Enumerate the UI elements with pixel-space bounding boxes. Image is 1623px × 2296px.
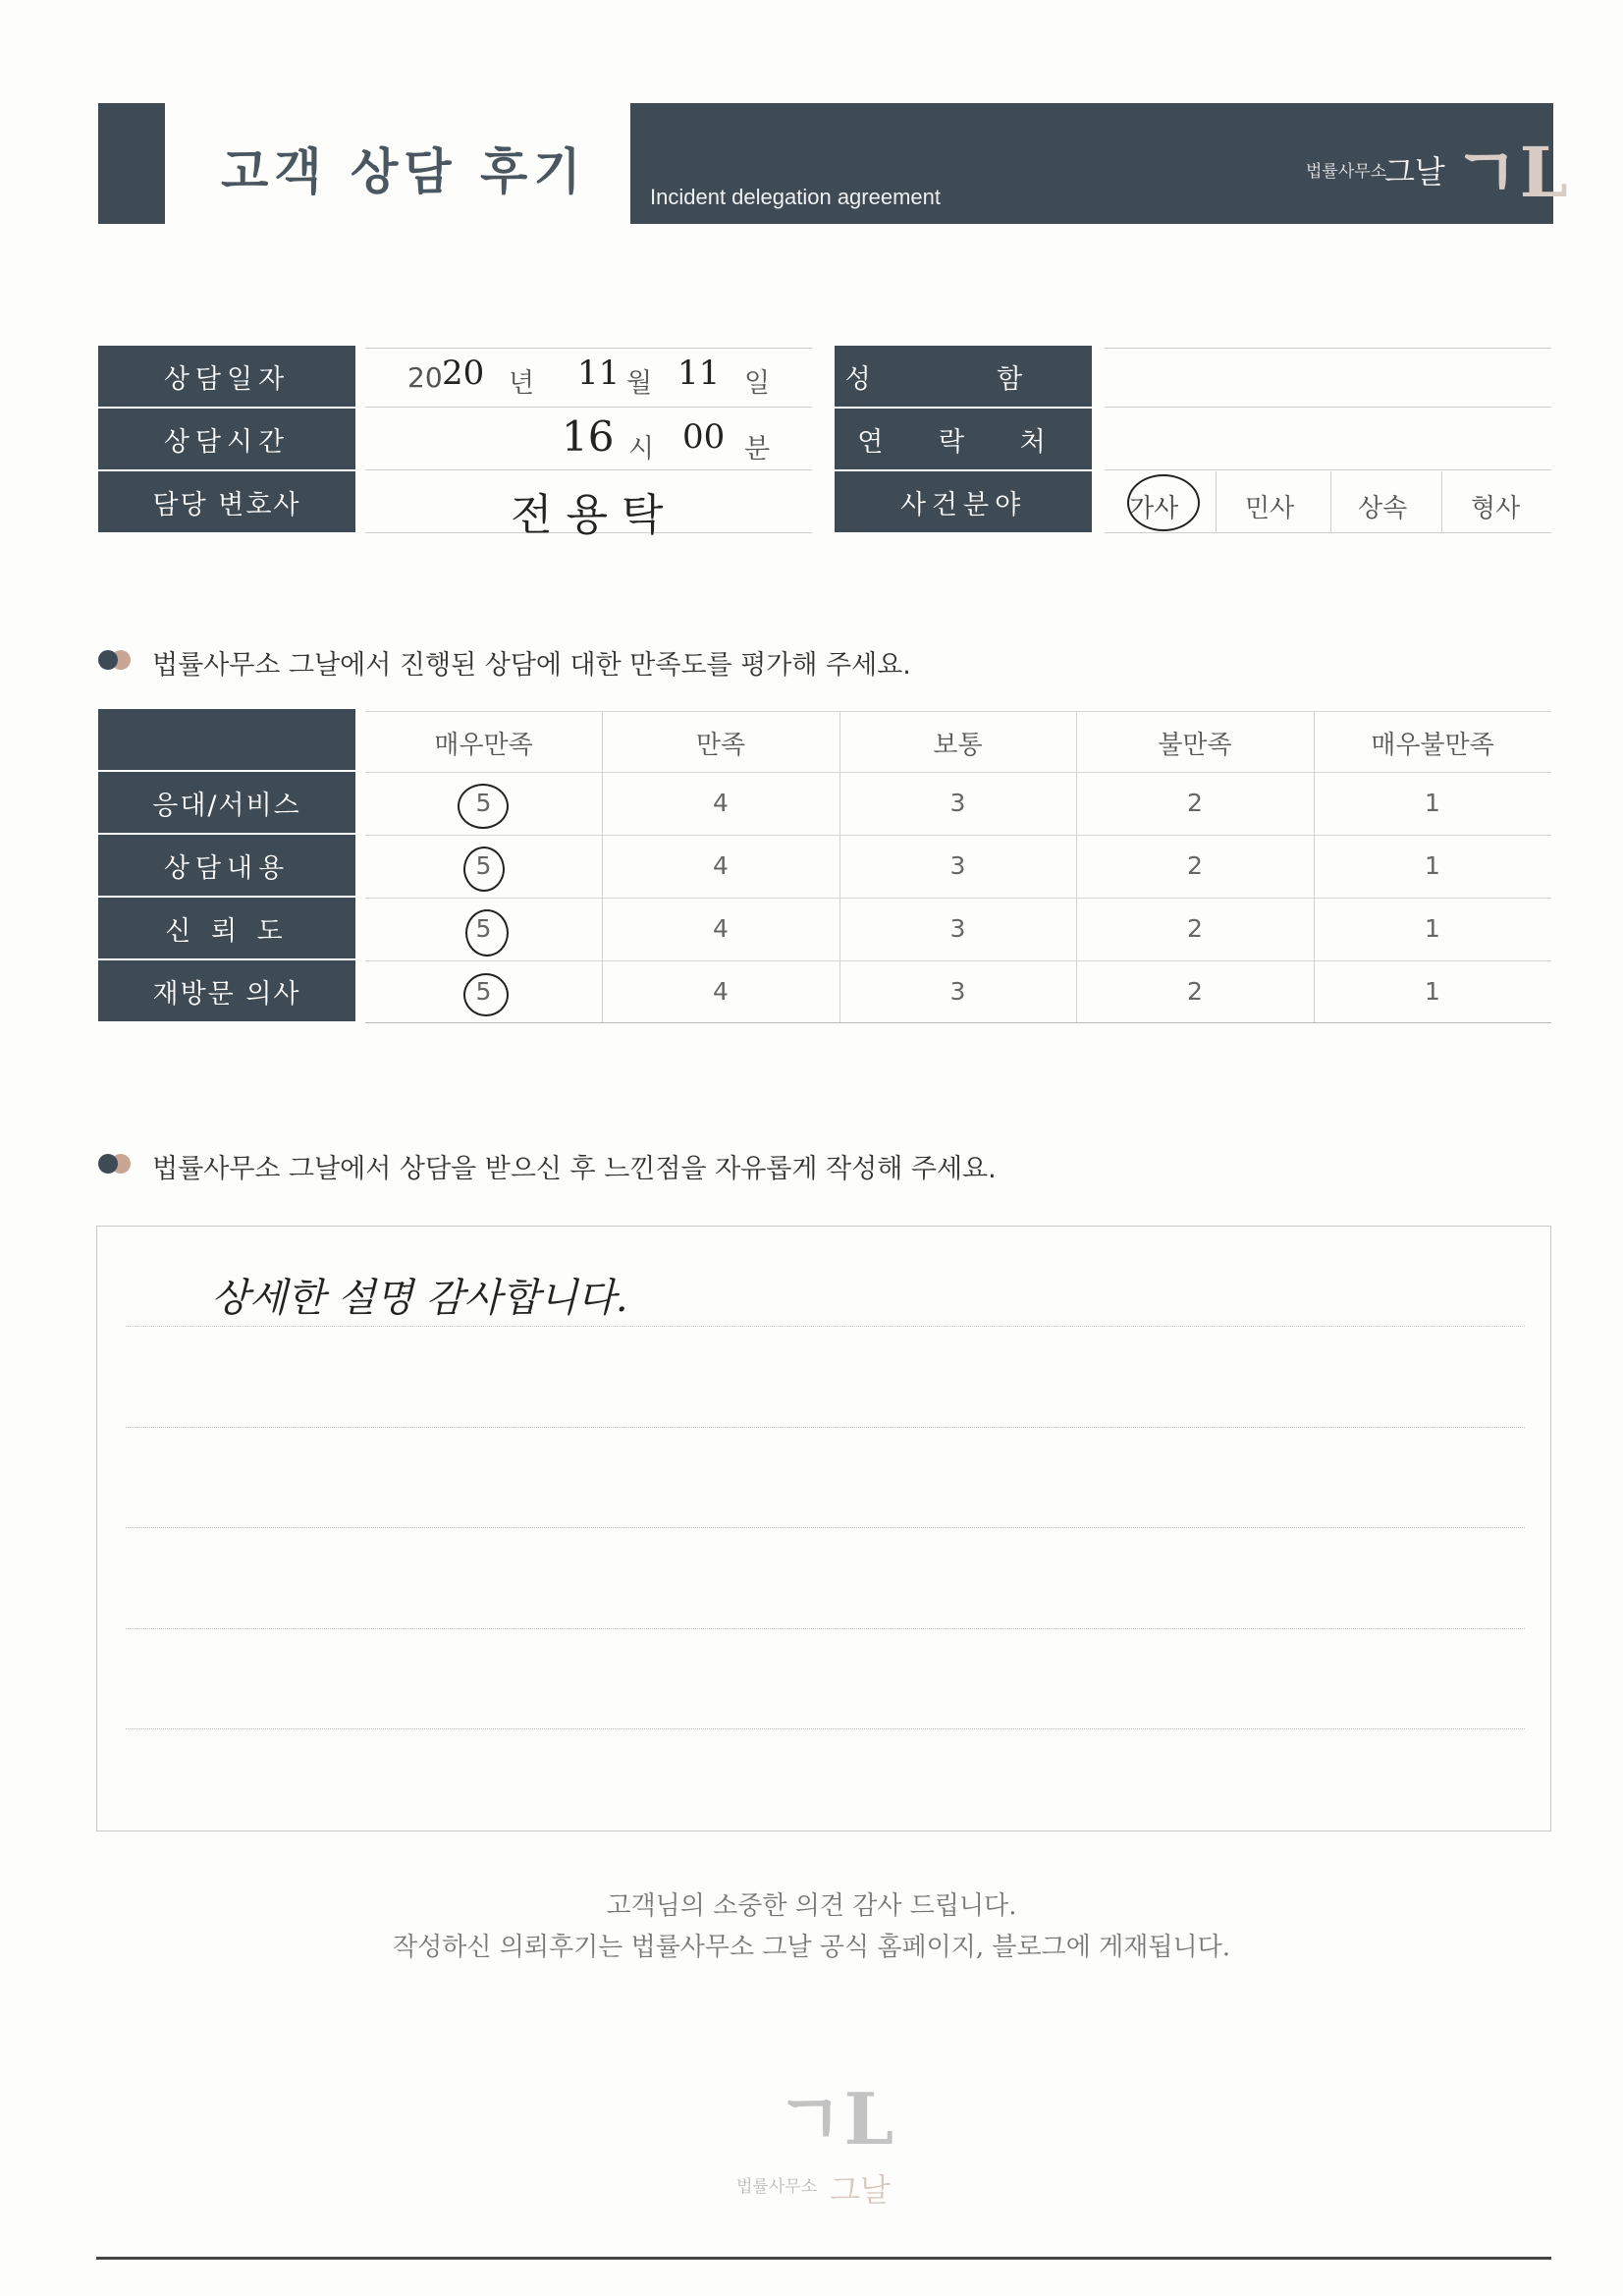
footer-thanks: 고객님의 소중한 의견 감사 드립니다.: [606, 1891, 1017, 1921]
memo-line: [126, 1427, 1525, 1428]
bullet-icon: [98, 650, 118, 670]
column-satisfied: 만족: [695, 731, 746, 760]
divider: [365, 960, 1551, 961]
score-option[interactable]: 5: [475, 789, 492, 817]
name-field[interactable]: [1105, 346, 1551, 408]
field-label: 사건분야: [835, 471, 1092, 532]
divider: [365, 835, 1551, 836]
selected-field-circle: [1127, 474, 1200, 531]
footer-logo-small-text: 법률사무소: [736, 2177, 818, 2197]
logo-mark-icon: ㄱL: [1453, 132, 1568, 213]
selected-score-circle: [465, 909, 509, 957]
score-option[interactable]: 3: [949, 977, 966, 1006]
row-label-content: 상담내용: [98, 835, 355, 896]
memo-line: [126, 1527, 1525, 1528]
lawyer-label: 담당 변호사: [98, 471, 355, 532]
selected-score-circle: [463, 973, 509, 1016]
divider: [365, 1022, 1551, 1023]
score-option[interactable]: 5: [475, 914, 492, 943]
date-year-unit: 년: [509, 368, 535, 399]
footer-logo-mark-icon: ㄱL: [776, 2077, 894, 2160]
field-option-inheritance[interactable]: 상속: [1358, 494, 1408, 523]
divider: [1330, 471, 1331, 532]
contact-field[interactable]: [1105, 409, 1551, 470]
score-option[interactable]: 5: [475, 977, 492, 1006]
date-label: 상담일자: [98, 346, 355, 407]
time-label: 상담시간: [98, 409, 355, 469]
score-option[interactable]: 4: [713, 977, 729, 1006]
satisfaction-prompt: 법률사무소 그날에서 진행된 상담에 대한 만족도를 평가해 주세요.: [152, 650, 911, 681]
score-option[interactable]: 2: [1187, 851, 1203, 880]
time-minute-value: 00: [682, 417, 726, 457]
score-option[interactable]: 3: [949, 789, 966, 817]
score-option[interactable]: 2: [1187, 789, 1203, 817]
score-option[interactable]: 4: [713, 789, 729, 817]
field-option-family[interactable]: 가사: [1129, 494, 1179, 523]
score-option[interactable]: 1: [1425, 977, 1440, 1006]
selected-score-circle: [458, 784, 509, 829]
divider: [365, 711, 1551, 712]
date-year-value: 20: [442, 354, 485, 393]
time-minute-unit: 분: [744, 434, 771, 465]
lawyer-name: 전용탁: [511, 490, 677, 540]
time-hour-value: 16: [562, 412, 615, 461]
name-label: 성 함: [835, 346, 1092, 407]
rating-header-corner: [98, 709, 355, 770]
score-option[interactable]: 2: [1187, 914, 1203, 943]
score-option[interactable]: 1: [1425, 914, 1440, 943]
date-month-value: 11: [577, 354, 621, 393]
contact-label: 연 락 처: [835, 409, 1092, 469]
divider: [365, 772, 1551, 773]
divider: [365, 898, 1551, 899]
score-option[interactable]: 2: [1187, 977, 1203, 1006]
score-option[interactable]: 5: [475, 851, 492, 880]
column-very-dissatisfied: 매우불만족: [1371, 731, 1494, 760]
footer-logo-name: 그날: [830, 2171, 891, 2209]
score-option[interactable]: 4: [713, 851, 729, 880]
field-option-criminal[interactable]: 형사: [1471, 494, 1521, 523]
score-option[interactable]: 1: [1425, 789, 1440, 817]
header-logo-small-text: 법률사무소: [1306, 162, 1387, 182]
column-dissatisfied: 불만족: [1158, 731, 1232, 760]
column-neutral: 보통: [933, 731, 983, 760]
field-option-civil[interactable]: 민사: [1245, 494, 1295, 523]
score-option[interactable]: 4: [713, 914, 729, 943]
date-day-value: 11: [677, 354, 721, 393]
divider: [1441, 471, 1442, 532]
memo-line: [126, 1326, 1525, 1327]
bullet-icon: [98, 1154, 118, 1174]
date-day-unit: 일: [744, 368, 771, 399]
feedback-text: 상세한 설명 감사합니다.: [211, 1276, 628, 1321]
score-option[interactable]: 3: [949, 851, 966, 880]
feedback-prompt: 법률사무소 그날에서 상담을 받으신 후 느낀점을 자유롭게 작성해 주세요.: [152, 1154, 997, 1184]
footer-notice: 작성하신 의뢰후기는 법률사무소 그날 공식 홈페이지, 블로그에 게재됩니다.: [393, 1933, 1230, 1962]
row-label-service: 응대/서비스: [98, 772, 355, 833]
footer-rule: [96, 2257, 1551, 2260]
divider: [1216, 471, 1217, 532]
memo-line: [126, 1628, 1525, 1629]
time-hour-unit: 시: [628, 434, 655, 465]
selected-score-circle: [463, 847, 505, 892]
row-label-trust: 신 뢰 도: [98, 898, 355, 958]
header-subtitle: Incident delegation agreement: [650, 185, 941, 209]
memo-line: [126, 1728, 1525, 1729]
date-month-unit: 월: [626, 368, 653, 399]
date-year-prefix: 20: [407, 361, 443, 394]
score-option[interactable]: 1: [1425, 851, 1440, 880]
row-label-revisit: 재방문 의사: [98, 960, 355, 1021]
page-title: 고객 상담 후기: [221, 143, 587, 200]
header-logo-name: 그날: [1384, 153, 1445, 191]
score-option[interactable]: 3: [949, 914, 966, 943]
header-accent-block: [98, 103, 165, 224]
column-very-satisfied: 매우만족: [434, 731, 533, 760]
